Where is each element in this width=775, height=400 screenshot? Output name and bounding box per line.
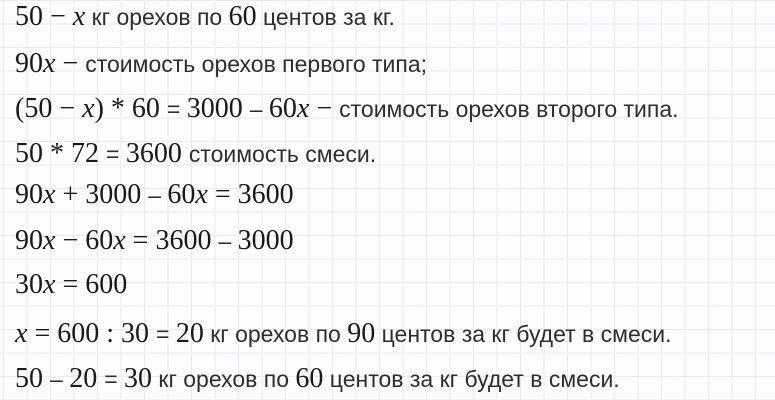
solution-line-3 [15, 93, 679, 125]
math-segment: = 600 : 30 [27, 318, 157, 349]
math-segment: 30 [124, 363, 153, 394]
math-segment: x [72, 1, 86, 32]
math-segment: 50 − [15, 1, 73, 32]
math-segment: 90 [15, 225, 43, 256]
text-segment: – [218, 228, 238, 254]
math-segment: x [195, 179, 208, 210]
text-segment: стоимость орехов второго типа. [339, 96, 679, 122]
math-segment: 90 [15, 179, 43, 210]
text-segment: стоимость орехов первого типа; [85, 51, 428, 77]
math-segment: 20 [175, 318, 204, 349]
math-segment: 30 [15, 269, 43, 300]
text-segment: кг орехов по [203, 321, 348, 347]
math-segment: + 3000 [55, 179, 149, 210]
math-segment: (50 − [15, 93, 83, 124]
solution-line-2 [15, 48, 427, 80]
text-segment: = [106, 141, 126, 167]
solution-line-6 [15, 225, 294, 257]
solution-line-8 [15, 318, 672, 350]
math-segment: x [113, 225, 126, 256]
text-segment: – [50, 366, 70, 392]
math-segment: 50 [15, 363, 50, 394]
text-segment: кг орехов по [152, 366, 296, 392]
math-segment: x [15, 318, 28, 349]
text-segment: = [166, 96, 187, 122]
math-segment: = 3600 [125, 225, 219, 256]
math-segment: − 60 [55, 225, 114, 256]
math-segment: 3600 [125, 138, 189, 169]
math-segment: − [309, 93, 340, 124]
math-segment: 60 [167, 179, 196, 210]
text-segment: кг орехов по [85, 4, 229, 30]
math-segment: 60 [268, 93, 297, 124]
math-segment: x [43, 225, 56, 256]
math-segment: = 600 [55, 269, 128, 300]
math-segment: 50 * 72 [15, 138, 106, 169]
solution-line-4 [15, 138, 376, 170]
math-segment: x [43, 179, 56, 210]
solution-line-1 [15, 1, 395, 33]
solution-line-7 [15, 269, 127, 301]
solution-line-5 [15, 179, 294, 211]
text-segment: = [104, 366, 125, 392]
math-segment: x [43, 48, 56, 79]
solution-line-9 [15, 363, 620, 395]
math-segment: x [296, 93, 310, 124]
math-segment: 60 [228, 1, 257, 32]
math-segment: 60 [295, 363, 324, 394]
math-segment: x [43, 269, 56, 300]
math-segment: 3000 [237, 225, 294, 256]
text-segment: = [156, 321, 176, 347]
math-segment: 90 [15, 48, 43, 79]
math-segment: 3000 [186, 93, 250, 124]
math-segment: x [82, 93, 95, 124]
text-segment: – [148, 182, 168, 208]
math-segment: − [55, 48, 86, 79]
math-segment: ) * 60 [94, 93, 167, 124]
math-segment: 90 [347, 318, 376, 349]
math-segment: = 3600 [207, 179, 294, 210]
text-segment: – [249, 96, 269, 122]
text-segment: центов за кг. [256, 4, 395, 30]
text-segment: центов за кг будет в смеси. [375, 321, 672, 347]
math-segment: 20 [69, 363, 105, 394]
text-segment: стоимость смеси. [188, 141, 377, 167]
text-segment: центов за кг будет в смеси. [323, 366, 620, 392]
